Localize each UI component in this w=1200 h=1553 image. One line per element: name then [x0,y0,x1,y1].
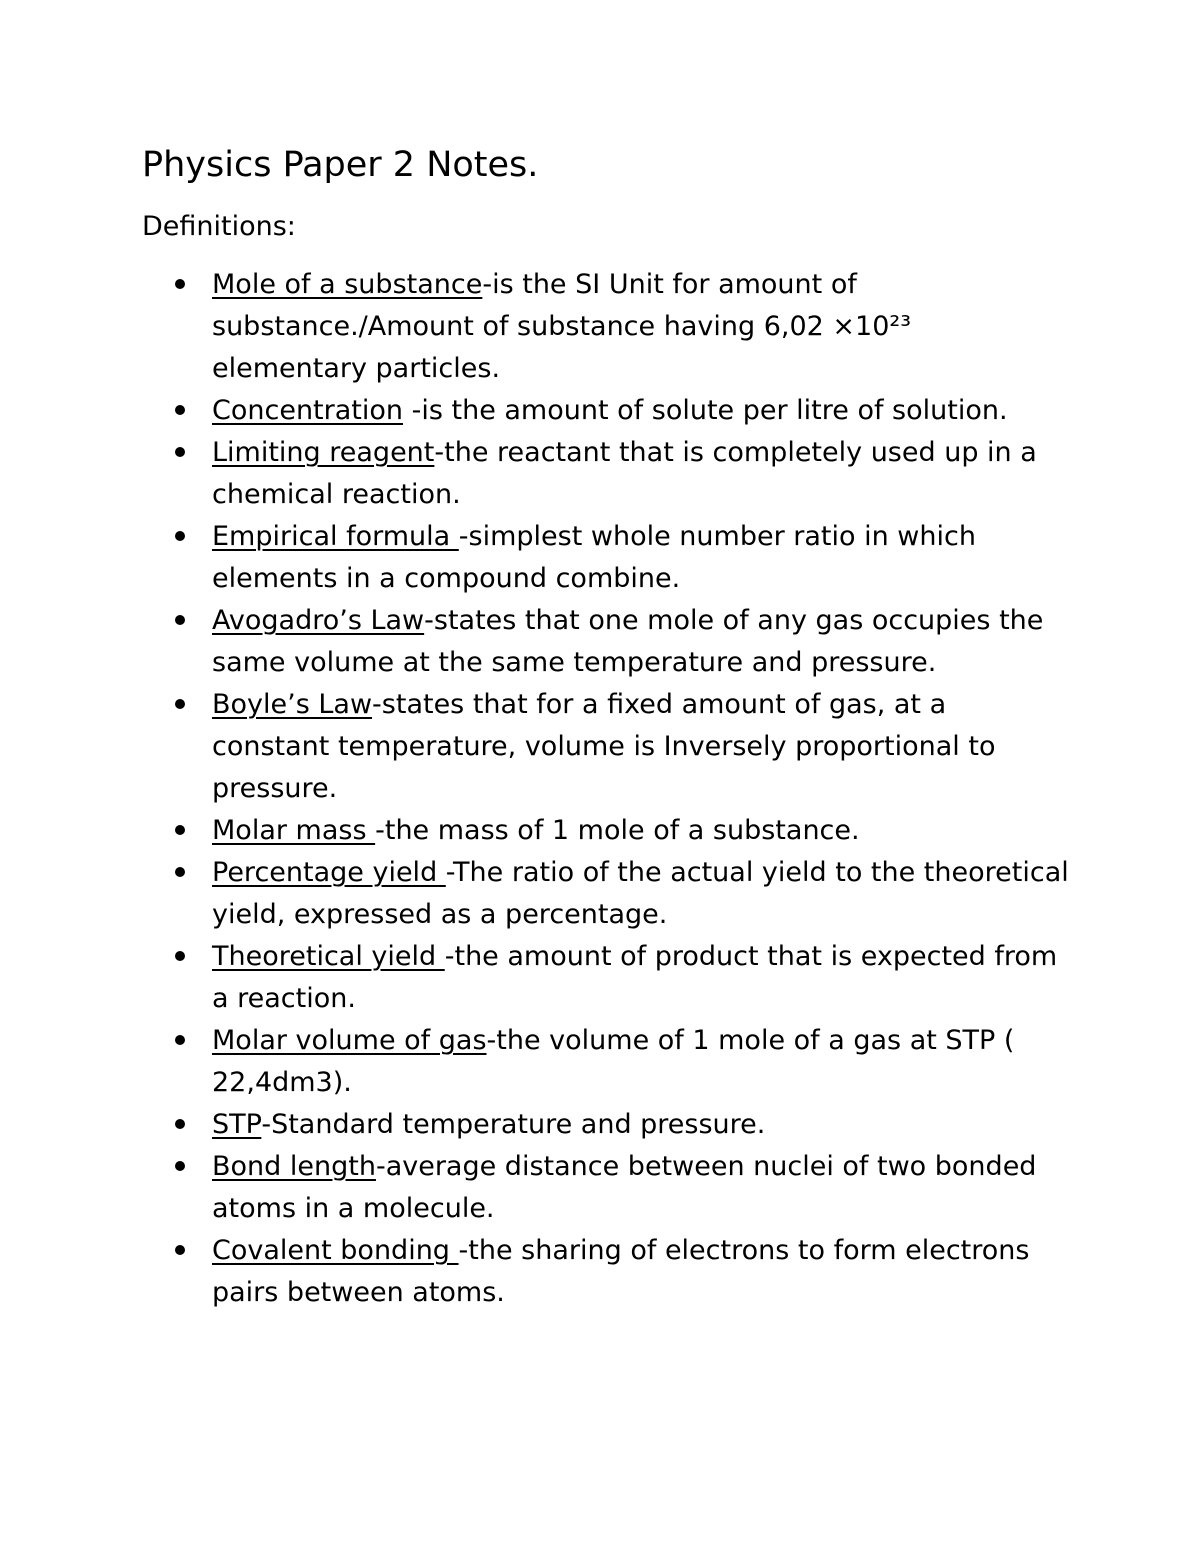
definition-item [0,390,1072,432]
definition-term: Boyle’s Law [212,689,373,720]
definition-item [0,852,1078,936]
definition-text: -The ratio of the actual yield to the theoretical yield, expressed as a percentage. [212,857,1078,930]
definition-term: Bond length [212,1151,376,1182]
definition-term: Percentage yield [212,857,446,888]
definition-item [0,1146,1072,1230]
bullet-icon [175,1119,185,1129]
definition-text: -simplest whole number ratio in which elements in a compound combine. [212,521,985,594]
definition-text: -the reactant that is completely used up in a chemical reaction. [212,437,1046,510]
definition-term: Avogadro’s Law [212,605,425,636]
definition-term: Empirical formula [212,521,459,552]
definition-term: STP [212,1109,262,1140]
definition-text: -the amount of product that is expected from a reaction. [212,941,1066,1014]
definition-term: Limiting reagent [212,437,435,468]
bullet-icon [175,615,185,625]
bullet-icon [175,447,185,457]
bullet-icon [175,825,185,835]
definition-item [0,1104,1072,1146]
definition-text: -the mass of 1 mole of a substance. [375,815,860,846]
bullet-icon [175,699,185,709]
bullet-icon [175,951,185,961]
bullet-icon [175,405,185,415]
bullet-icon [175,279,185,289]
definition-term: Covalent bonding [212,1235,459,1266]
definition-term: Molar volume of gas [212,1025,487,1056]
definition-item [0,432,1072,516]
definition-term: Mole of a substance [212,269,483,300]
definition-item [0,600,1072,684]
definition-term: Concentration [212,395,404,426]
definition-item [0,516,1072,600]
definition-text: -is the amount of solute per litre of solution. [403,395,1008,426]
definition-item [0,684,1072,810]
definition-text: -average distance between nuclei of two bonded atoms in a molecule. [212,1151,1046,1224]
definition-text: -the sharing of electrons to form electrons pairs between atoms. [212,1235,1039,1308]
page-title: Physics Paper 2 Notes. [142,145,539,185]
definition-term: Theoretical yield [212,941,445,972]
definition-item [0,1230,1072,1314]
definition-item [0,810,1072,852]
definition-text: -states that for a fixed amount of gas, at a constant temperature, volume is Inversely proportional to pressure. [212,689,1005,804]
definitions-list [0,264,1200,1314]
definition-item [0,1020,1072,1104]
definition-term: Molar mass [212,815,376,846]
bullet-icon [175,867,185,877]
bullet-icon [175,531,185,541]
definition-text: -is the SI Unit for amount of substance./Amount of substance having 6,02 ×10²³ elementary particles. [212,269,920,384]
definitions-heading: Definitions: [142,211,296,242]
definition-text: -Standard temperature and pressure. [261,1109,766,1140]
definition-item [0,264,1072,390]
definition-item [0,936,1072,1020]
definition-text: -the volume of 1 mole of a gas at STP ( 22,4dm3). [212,1025,1024,1098]
bullet-icon [175,1245,185,1255]
bullet-icon [175,1161,185,1171]
definition-text: -states that one mole of any gas occupies the same volume at the same temperature and pressure. [212,605,1052,678]
bullet-icon [175,1035,185,1045]
